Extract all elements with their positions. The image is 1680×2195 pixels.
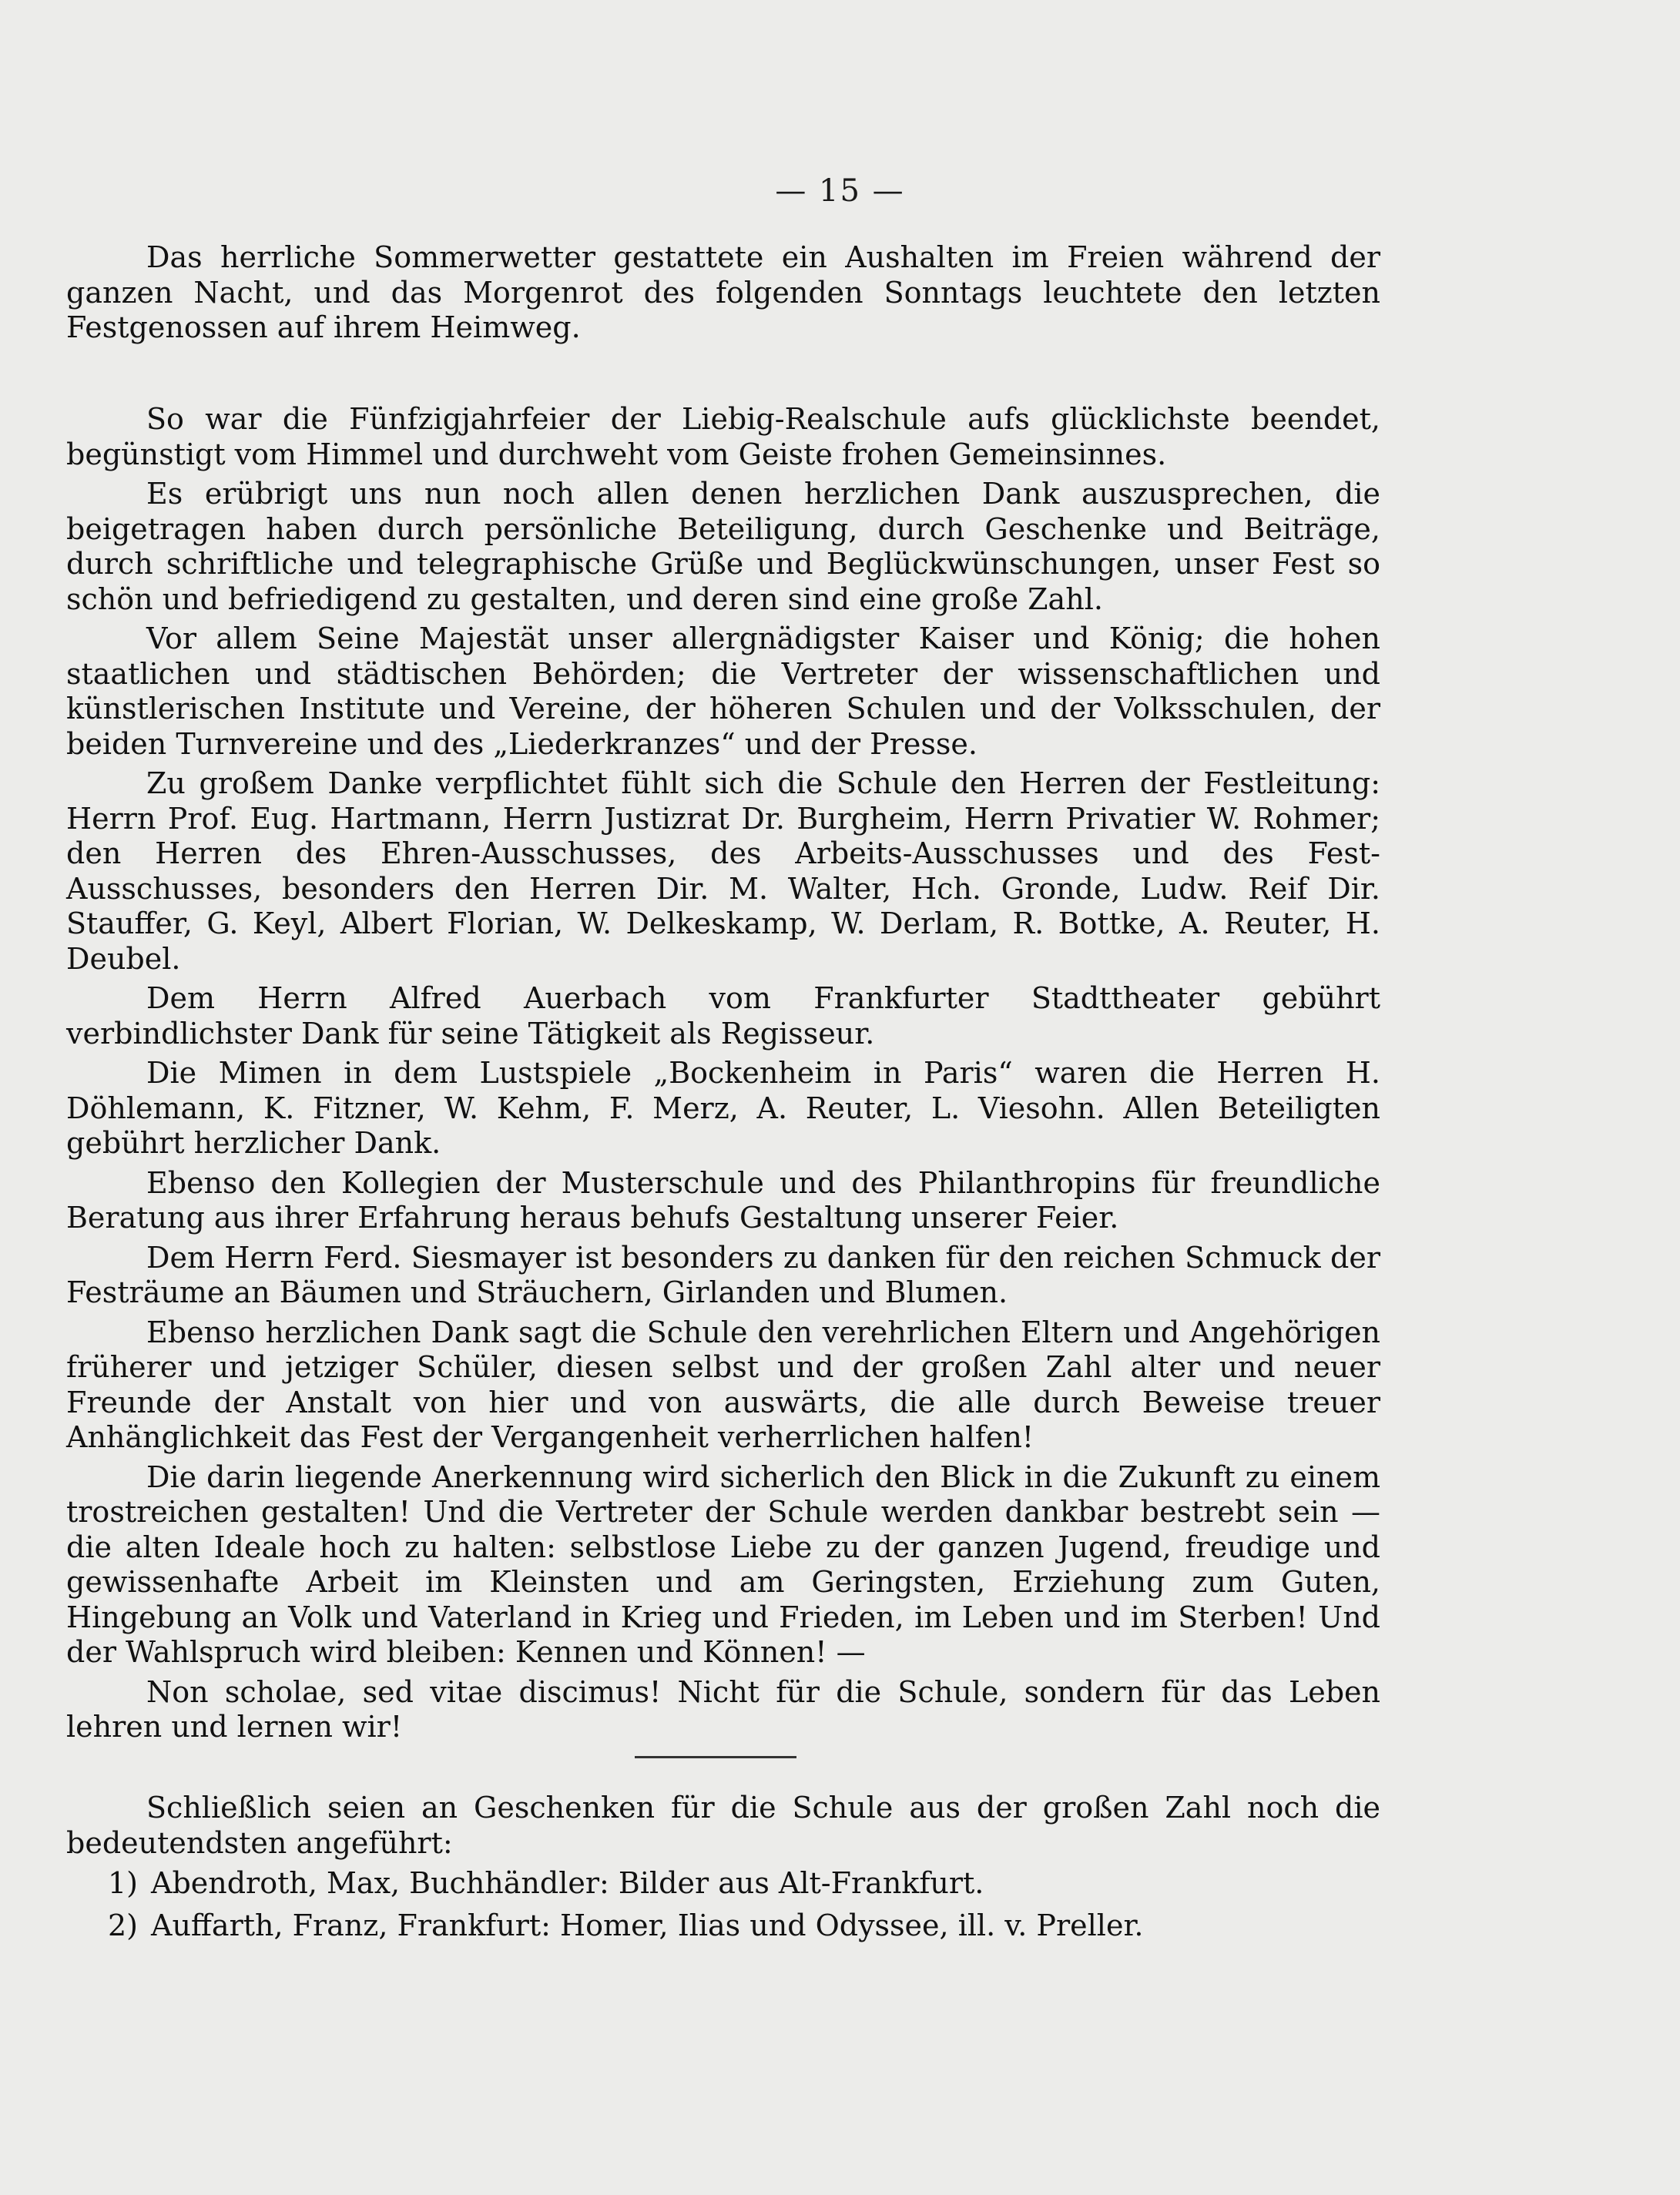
paragraph: Vor allem Seine Majestät unser allergnädigster Kaiser und König; die hohen staatlichen und städtischen Behörden; die Vertreter der wissenschaftlichen und künstlerischen Institute und Vereine, der höheren Schulen und der Volksschulen, der beiden Turnvereine und des „Liederkranzes“ und der Presse. [66,622,1380,761]
paragraph: Dem Herrn Ferd. Siesmayer ist besonders zu danken für den reichen Schmuck der Festräume an Bäumen und Sträuchern, Girlanden und Blumen. [66,1240,1380,1309]
paragraph: Dem Herrn Alfred Auerbach vom Frankfurter Stadttheater gebührt verbindlichster Dank für seine Tätigkeit als Regisseur. [66,981,1380,1051]
paragraph: So war die Fünfzigjahrfeier der Liebig-Realschule aufs glücklichste beendet, begünstigt vom Himmel und durchweht vom Geiste frohen Gemeinsinnes. [66,402,1380,471]
list-item-text: Auffarth, Franz, Frankfurt: Homer, Ilias und Odyssee, ill. v. Preller. [151,1908,1144,1942]
list-item [66,1862,1380,1905]
section-divider [635,1756,796,1758]
paragraph: Es erübrigt uns nun noch allen denen herzlichen Dank auszusprechen, die beigetragen haben durch persönliche Beteiligung, durch Geschenke und Beiträge, durch schriftliche und telegraphische Grüße und Beglückwünschungen, unser Fest so schön und befriedigend zu gestalten, und deren sind eine große Zahl. [66,477,1380,616]
main-section [66,402,1380,1750]
paragraph: Die Mimen in dem Lustspiele „Bockenheim in Paris“ waren die Herren H. Döhlemann, K. Fitzner, W. Kehm, F. Merz, A. Reuter, L. Viesohn. Allen Beteiligten gebührt herzlicher Dank. [66,1056,1380,1160]
paragraph: Die darin liegende Anerkennung wird sicherlich den Blick in die Zukunft zu einem trostreichen gestalten! Und die Vertreter der Schule werden dankbar bestrebt sein — die alten Ideale hoch zu halten: selbstlose Liebe zu der ganzen Jugend, freudige und gewissenhafte Arbeit im Kleinsten und am Geringsten, Erziehung zum Guten, Hingebung an Volk und Vaterland in Krieg und Frieden, im Leben und im Sterben! Und der Wahlspruch wird bleiben: Kennen und Können! — [66,1459,1380,1669]
gifts-intro: Schließlich seien an Geschenken für die Schule aus der großen Zahl noch die bedeutendsten angeführt: [66,1791,1380,1860]
intro-section [66,240,1380,350]
page-number: — 15 — [775,173,905,209]
paragraph: Ebenso herzlichen Dank sagt die Schule den verehrlichen Eltern und Angehörigen früherer und jetziger Schüler, diesen selbst und der großen Zahl alter und neuer Freunde der Anstalt von hier und von auswärts, die alle durch Beweise treuer Anhänglichkeit das Fest der Vergangenheit verherrlichen halfen! [66,1315,1380,1454]
list-item-text: Abendroth, Max, Buchhändler: Bilder aus Alt-Frankfurt. [151,1866,984,1900]
paragraph: Ebenso den Kollegien der Musterschule und des Philanthropins für freundliche Beratung aus ihrer Erfahrung heraus behufs Gestaltung unserer Feier. [66,1165,1380,1235]
gift-list [66,1862,1380,1947]
paragraph: Non scholae, sed vitae discimus! Nicht für die Schule, sondern für das Leben lehren und lernen wir! [66,1674,1380,1744]
list-item-number: 2) [108,1908,139,1942]
paragraph: Zu großem Danke verpflichtet fühlt sich die Schule den Herren der Festleitung: Herrn Prof. Eug. Hartmann, Herrn Justizrat Dr. Burgheim, Herrn Privatier W. Rohmer; den Herren des Ehren-Ausschusses, des Arbeits-Ausschusses und des Fest-Ausschusses, besonders den Herren Dir. M. Walter, Hch. Gronde, Ludw. Reif Dir. Stauffer, G. Keyl, Albert Florian, W. Delkeskamp, W. Derlam, R. Bottke, A. Reuter, H. Deubel. [66,766,1380,976]
paragraph: Das herrliche Sommerwetter gestattete ein Aushalten im Freien während der ganzen Nacht, und das Morgenrot des folgenden Sonntags leuchtete den letzten Festgenossen auf ihrem Heimweg. [66,240,1380,344]
list-item [66,1905,1380,1947]
list-item-number: 1) [108,1866,139,1900]
